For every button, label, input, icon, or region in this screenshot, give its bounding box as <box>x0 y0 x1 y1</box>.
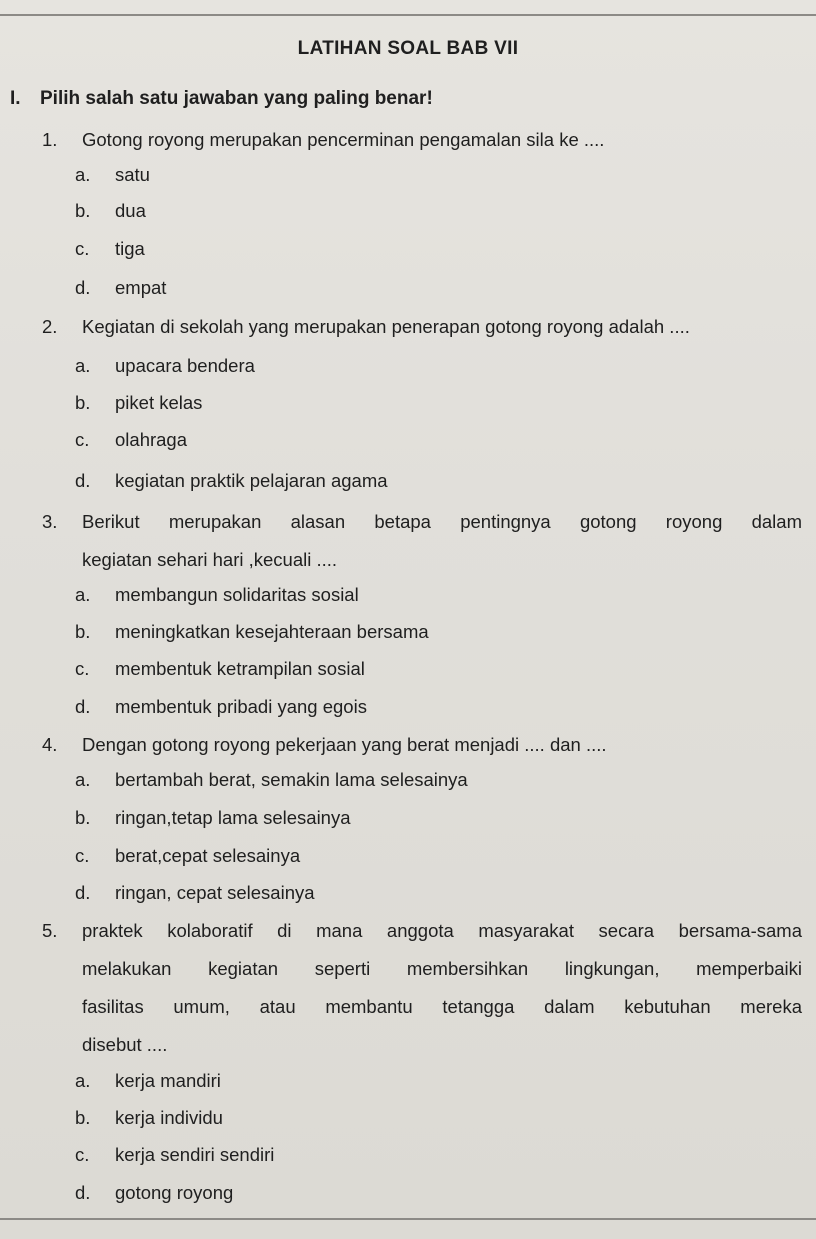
question-1 <box>42 130 802 150</box>
question-5 <box>42 921 802 1073</box>
option-5c[interactable] <box>75 1145 274 1165</box>
option-letter: d. <box>75 277 91 298</box>
option-text: berat,cepat selesainya <box>115 845 301 866</box>
option-5d[interactable] <box>75 1183 233 1203</box>
option-3b[interactable] <box>75 622 429 642</box>
option-4a[interactable] <box>75 770 468 790</box>
option-letter: b. <box>75 200 91 221</box>
question-2 <box>42 317 802 337</box>
option-text: kerja individu <box>115 1107 223 1128</box>
option-4d[interactable] <box>75 883 315 903</box>
option-letter: b. <box>75 807 91 828</box>
question-number: 1. <box>42 129 58 150</box>
question-4 <box>42 735 802 755</box>
question-number: 2. <box>42 316 58 337</box>
option-3a[interactable] <box>75 585 359 605</box>
option-text: membentuk pribadi yang egois <box>115 696 367 717</box>
option-text: kerja mandiri <box>115 1070 221 1091</box>
question-text: Dengan gotong royong pekerjaan yang berat menjadi .... dan .... <box>82 734 607 755</box>
option-letter: c. <box>75 238 90 259</box>
option-text: membangun solidaritas sosial <box>115 584 359 605</box>
option-1b[interactable] <box>75 201 146 221</box>
section-instruction: Pilih salah satu jawaban yang paling benar! <box>40 88 433 109</box>
option-2d[interactable] <box>75 471 388 491</box>
option-4c[interactable] <box>75 846 300 866</box>
section-number: I. <box>10 88 21 109</box>
question-text-line: kegiatan sehari hari ,kecuali .... <box>82 549 338 570</box>
question-text: Gotong royong merupakan pencerminan pengamalan sila ke .... <box>82 129 605 150</box>
option-text: meningkatkan kesejahteraan bersama <box>115 621 429 642</box>
option-letter: c. <box>75 845 90 866</box>
option-letter: b. <box>75 392 91 413</box>
question-text-line: fasilitas umum, atau membantu tetangga dalam kebutuhan mereka <box>82 996 802 1017</box>
option-text: membentuk ketrampilan sosial <box>115 658 365 679</box>
option-4b[interactable] <box>75 808 351 828</box>
option-text: gotong royong <box>115 1182 234 1203</box>
option-1a[interactable] <box>75 165 150 185</box>
question-number: 4. <box>42 734 58 755</box>
question-number: 5. <box>42 920 58 941</box>
option-letter: a. <box>75 769 91 790</box>
option-text: kerja sendiri sendiri <box>115 1144 275 1165</box>
option-letter: a. <box>75 584 91 605</box>
option-3c[interactable] <box>75 659 365 679</box>
option-letter: d. <box>75 470 91 491</box>
option-2a[interactable] <box>75 356 255 376</box>
option-text: olahraga <box>115 429 188 450</box>
option-2c[interactable] <box>75 430 187 450</box>
option-3d[interactable] <box>75 697 367 717</box>
option-text: satu <box>115 164 150 185</box>
option-letter: c. <box>75 429 90 450</box>
question-3 <box>42 512 802 588</box>
option-text: kegiatan praktik pelajaran agama <box>115 470 388 491</box>
option-letter: b. <box>75 621 91 642</box>
page-title: LATIHAN SOAL BAB VII <box>297 38 519 59</box>
option-1c[interactable] <box>75 239 145 259</box>
option-letter: a. <box>75 164 91 185</box>
option-letter: d. <box>75 1182 91 1203</box>
question-text-line: melakukan kegiatan seperti membersihkan lingkungan, memperbaiki <box>82 958 802 979</box>
option-5a[interactable] <box>75 1071 221 1091</box>
question-text-line: praktek kolaboratif di mana anggota masyarakat secara bersama-sama <box>82 920 802 941</box>
option-1d[interactable] <box>75 278 166 298</box>
option-text: bertambah berat, semakin lama selesainya <box>115 769 468 790</box>
option-text: ringan, cepat selesainya <box>115 882 315 903</box>
option-text: upacara bendera <box>115 355 255 376</box>
question-text-line: disebut .... <box>82 1034 168 1055</box>
question-text-line: Berikut merupakan alasan betapa pentingnya gotong royong dalam <box>82 511 802 532</box>
option-letter: c. <box>75 658 90 679</box>
option-letter: c. <box>75 1144 90 1165</box>
question-number: 3. <box>42 511 58 532</box>
option-2b[interactable] <box>75 393 202 413</box>
option-letter: b. <box>75 1107 91 1128</box>
section-heading <box>10 88 433 110</box>
option-5b[interactable] <box>75 1108 223 1128</box>
option-text: ringan,tetap lama selesainya <box>115 807 351 828</box>
option-letter: d. <box>75 882 91 903</box>
option-letter: d. <box>75 696 91 717</box>
bottom-rule <box>0 1218 816 1220</box>
option-letter: a. <box>75 355 91 376</box>
option-text: tiga <box>115 238 145 259</box>
option-text: piket kelas <box>115 392 203 413</box>
option-text: dua <box>115 200 146 221</box>
question-text: Kegiatan di sekolah yang merupakan penerapan gotong royong adalah .... <box>82 316 690 337</box>
top-rule <box>0 14 816 16</box>
option-text: empat <box>115 277 167 298</box>
option-letter: a. <box>75 1070 91 1091</box>
